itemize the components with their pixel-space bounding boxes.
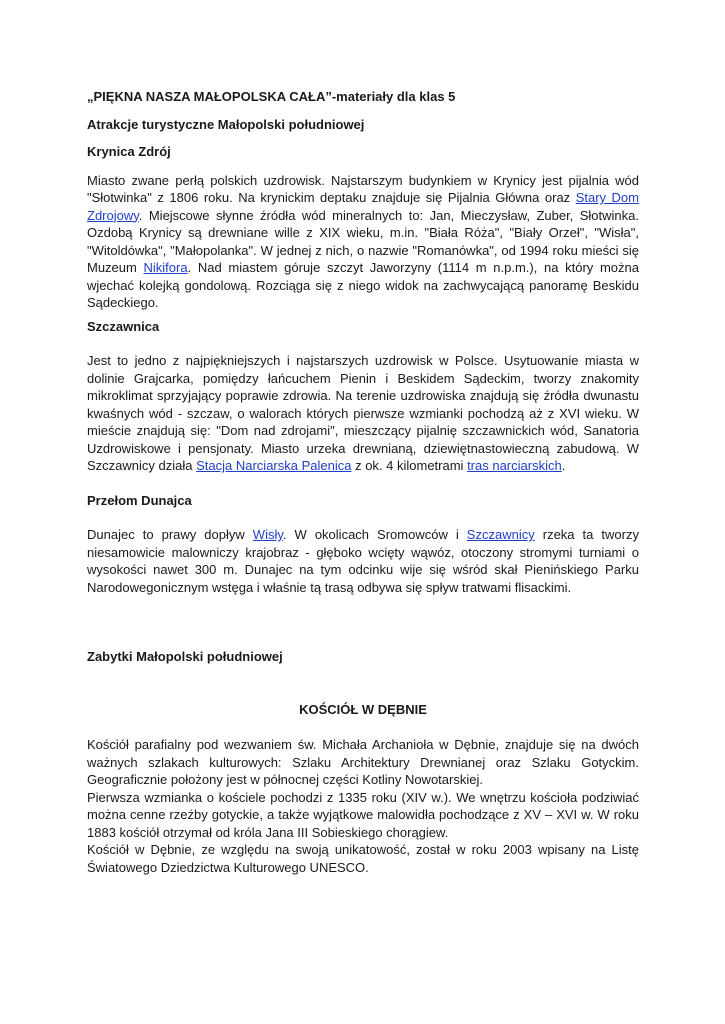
section-heading-attractions: Atrakcje turystyczne Małopolski południowej (87, 116, 365, 132)
paragraph-szczawnica (87, 352, 639, 475)
text-segment: Miasto zwane perłą polskich uzdrowisk. Najstarszym budynkiem w Krynicy jest pijalnia wód "Słotwinka" z 1806 roku. Na krynickim deptaku znajduje się Pijalnia Główna oraz (87, 172, 639, 205)
link-szczawnicy[interactable]: Szczawnicy (466, 527, 535, 542)
heading-przelom-dunajca: Przełom Dunajca (87, 492, 192, 508)
text-segment: . Nad miastem góruje szczyt Jaworzyny (1114 m n.p.m.), na który można wjechać kolejką gondolową. Rozciąga się z niego widok na zachwycającą panoramę Beskidu Sądeckiego. (87, 260, 639, 310)
text-segment: Jest to jedno z najpiękniejszych i najstarszych uzdrowisk w Polsce. Usytuowanie miasta w dolinie Grajcarka, pomiędzy łańcuchem Pienin i Beskidem Sądeckim, tworzy znakomity mikroklimat sprzyjający poprawie zdrowia. Na terenie uzdrowiska znajdują się źródła dwunastu kwaśnych wód - szczaw, o walorach których pierwsze wzmianki pochodzą aż z XVI wieku. W mieście znajdują się: "Dom nad zdrojami", mieszczący pijalnię szczawnickich wód, Sanatoria Uzdrowiskowe i pensjonaty. Miasto urzeka drewnianą, dziewiętnastowieczną zabudową. W Szczawnicy działa (87, 353, 639, 473)
paragraph-kosciol-1: Kościół parafialny pod wezwaniem św. Michała Archanioła w Dębnie, znajduje się na dwóch ważnych szlakach kulturowych: Szlaku Architektury Drewnianej oraz Szlaku Gotyckim. Geograficznie położony jest w północnej części Kotliny Nowotarskiej. (87, 737, 639, 787)
paragraph-kosciol-3: Kościół w Dębnie, ze względu na swoją unikatowość, został w roku 2003 wpisany na Listę Światowego Dziedzictwa Kulturowego UNESCO. (87, 842, 639, 875)
paragraph-kosciol-2: Pierwsza wzmianka o kościele pochodzi z 1335 roku (XIV w.). We wnętrzu kościoła podziwiać można cenne rzeźby gotyckie, a także wyjątkowe malowidła pochodzące z XV – XVI w. W roku 1883 kościół otrzymał od króla Jana III Sobieskiego chorągiew. (87, 789, 639, 840)
paragraph-krynica (87, 172, 639, 312)
heading-szczawnica: Szczawnica (87, 318, 160, 334)
document-title: „PIĘKNA NASZA MAŁOPOLSKA CAŁA”-materiały dla klas 5 (87, 89, 456, 104)
link-stary-dom-zdrojowy[interactable]: Stary Dom Zdrojowy (87, 190, 639, 223)
text-segment: Dunajec to prawy dopływ (87, 527, 253, 542)
text-segment: . (561, 458, 566, 473)
paragraph-przelom-dunajca (87, 526, 639, 596)
section-heading-monuments: Zabytki Małopolski południowej (87, 649, 283, 664)
link-wisly[interactable]: Wisły (252, 527, 283, 542)
heading-kosciol-w-debnie: KOŚCIÓŁ W DĘBNIE (299, 701, 427, 717)
link-nikifora[interactable]: Nikifora (143, 260, 188, 275)
text-segment: z ok. 4 kilometrami (351, 458, 468, 473)
link-stacja-narciarska-palenica[interactable]: Stacja Narciarska Palenica (196, 458, 352, 473)
text-segment: rzeka ta tworzy niesamowicie malowniczy krajobraz - głęboko wcięty wąwóz, otoczony stromymi turniami o wysokości nawet 300 m. Dunajec na tym odcinku wije się wśród skał Pienińskiego Parku Narodowegonicznym wstęga i właśnie tą trasą odbywa się spływ tratwami flisackimi. (87, 527, 639, 595)
link-tras-narciarskich[interactable]: tras narciarskich (467, 458, 562, 473)
text-segment: . Miejscowe słynne źródła wód mineralnych to: Jan, Mieczysław, Zuber, Słotwinka. Ozdobą Krynicy są drewniane wille z XIX wieku, m.in. "Biała Róża", "Biały Orzeł", "Wisła", "Witoldówka", "Małopolanka". W jednej z nich, o nazwie "Romanówka", od 1994 roku mieści się Muzeum (87, 207, 639, 275)
heading-krynica: Krynica Zdrój (87, 144, 171, 159)
text-segment: . W okolicach Sromowców i (282, 527, 467, 542)
document-page (87, 84, 639, 876)
